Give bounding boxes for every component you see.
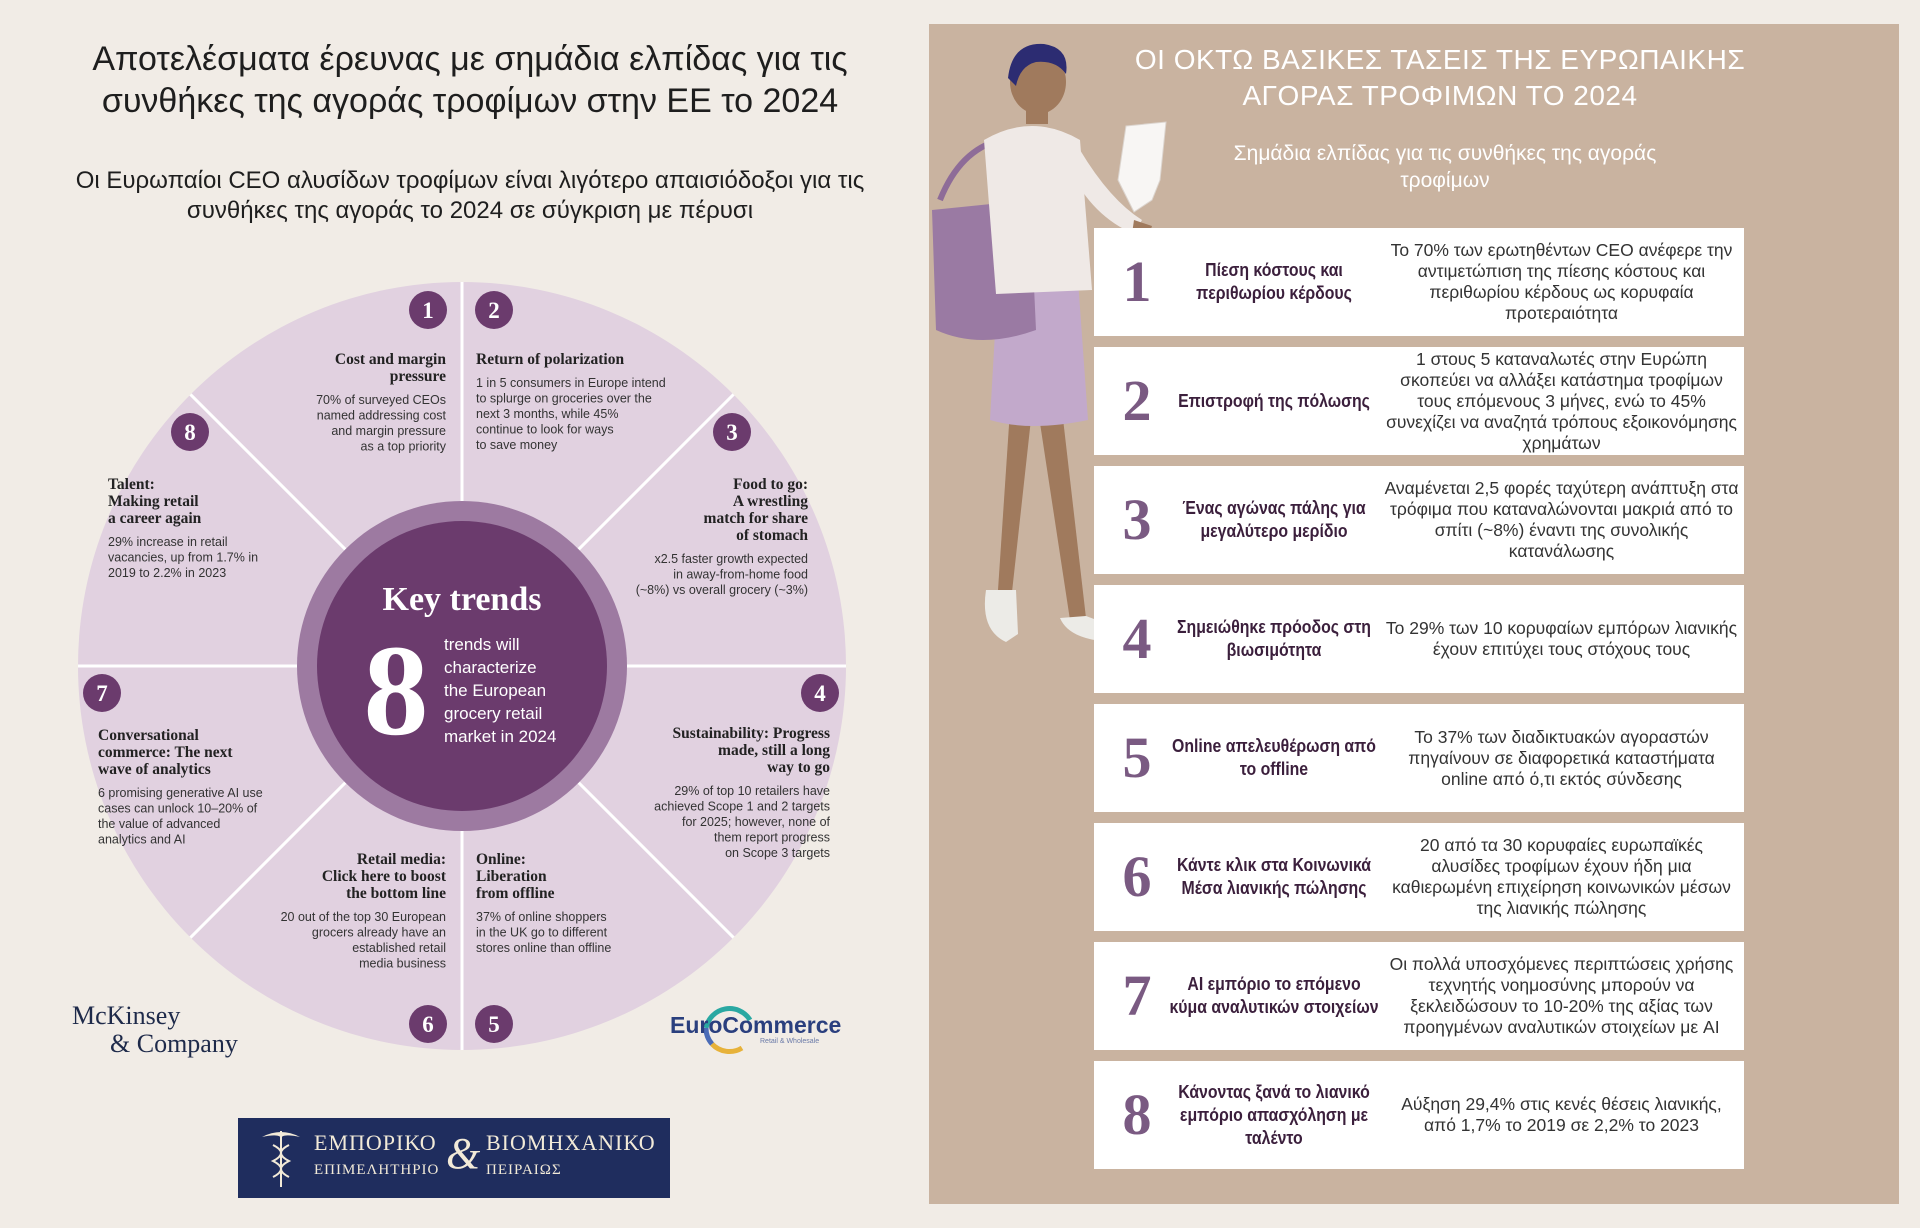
segment-body-line: 1 in 5 consumers in Europe intend: [476, 376, 666, 390]
trend-card-number: 7: [1122, 963, 1152, 1028]
segment-body-line: in the UK go to different: [476, 925, 608, 940]
center-caption-line: characterize: [444, 658, 537, 677]
segment-title-line: of stomach: [736, 527, 808, 544]
chamber-line2-left: ΕΠΙΜΕΛΗΤΗΡΙΟ: [314, 1162, 440, 1178]
trend-card-description: Το 29% των 10 κορυφαίων εμπόρων λιανικής έχουν επιτύχει τους στόχους τους: [1385, 618, 1738, 659]
trend-card-title: Σημειώθηκε πρόοδος στη βιωσιμότητα: [1177, 617, 1371, 660]
segment-body-line: them report progress: [713, 830, 830, 845]
segment-body-line: vacancies, up from 1.7% in: [108, 550, 259, 565]
segment-body-line: next 3 months, while 45%: [476, 407, 619, 421]
trend-card-5: [1094, 704, 1744, 812]
segment-body-line: 29% of top 10 retailers have: [674, 784, 830, 798]
trend-card-description: 20 από τα 30 κορυφαίες ευρωπαϊκές αλυσίδες τροφίμων έχουν ήδη μια καθιερωμένη επιχείρηση κοινωνικών μέσων της λιανικής πώλησης: [1392, 835, 1731, 918]
segment-title-line: wave of analytics: [98, 761, 211, 778]
segment-body-line: 70% of surveyed CEOs: [316, 393, 446, 407]
center-caption-line: trends will: [444, 635, 520, 654]
segment-title-line: Conversational: [98, 727, 199, 744]
eurocommerce-logo: [668, 998, 868, 1058]
trend-card-number: 5: [1122, 725, 1152, 790]
trend-card-title: Επιστροφή της πόλωσης: [1178, 390, 1370, 411]
main-subtitle: Οι Ευρωπαίοι CEO αλυσίδων τροφίμων είναι λιγότερο απαισιόδοξοι για τις συνθήκες της αγοράς το 2024 σε σύγκριση με πέρυσι: [75, 167, 865, 224]
trend-card-6: [1094, 823, 1744, 931]
segment-title-line: way to go: [767, 759, 830, 776]
trend-card-title: Πίεση κόστους και περιθωρίου κέρδους: [1196, 260, 1352, 303]
segment-body-line: in away-from-home food: [673, 567, 808, 582]
segment-body-line: 20 out of the top 30 European: [280, 910, 446, 924]
center-caption-line: the European: [444, 681, 547, 700]
segment-title-line: made, still a long: [718, 742, 830, 759]
trend-card-description: Το 70% των ερωτηθέντων CEO ανέφερε την αντιμετώπιση της πίεσης κόστους και περιθωρίου κέρδους ως κορυφαία προτεραιότητα: [1390, 240, 1733, 323]
trend-card-number: 1: [1122, 249, 1152, 314]
trend-card-title: Online απελευθέρωση από το offline: [1172, 736, 1376, 779]
segment-body-line: as a top priority: [360, 439, 446, 454]
segment-title-line: Retail media:: [356, 851, 446, 868]
mckinsey-line1: McKinsey: [72, 1001, 181, 1030]
segment-title-line: from offline: [476, 885, 555, 902]
trend-card-description: Αναμένεται 2,5 φορές ταχύτερη ανάπτυξη στα τρόφιμα που καταναλώνονται μακριά από το σπίτι (~8%) έναντι της συνολικής κατανάλωσης: [1384, 478, 1739, 561]
segment-body-line: stores online than offline: [476, 941, 612, 955]
eurocommerce-name: EuroCommerce: [670, 1012, 842, 1038]
segment-body-line: to save money: [476, 438, 558, 452]
segment-body-line: media business: [359, 956, 446, 971]
segment-title-line: Click here to boost: [321, 868, 446, 885]
segment-body-line: (~8%) vs overall grocery (~3%): [635, 583, 808, 597]
segment-body-line: achieved Scope 1 and 2 targets: [654, 799, 830, 814]
trend-card-4: [1094, 585, 1744, 693]
trend-card-description: Αύξηση 29,4% στις κενές θέσεις λιανικής, από 1,7% το 2019 σε 2,2% το 2023: [1401, 1094, 1722, 1135]
segment-body-line: the value of advanced: [98, 817, 221, 831]
segment-body-line: 6 promising generative AI use: [98, 786, 263, 800]
trend-card-description: Το 37% των διαδικτυακών αγοραστών πηγαίνουν σε διαφορετικά καταστήματα online από ό,τι εκτός σύνδεσης: [1408, 726, 1715, 789]
eurocommerce-tagline: Retail & Wholesale: [760, 1038, 820, 1045]
segment-title-line: match for share: [703, 510, 808, 527]
chamber-ampersand-icon: &: [446, 1129, 481, 1178]
center-caption-line: market in 2024: [444, 727, 557, 746]
trend-card-title: Ένας αγώνας πάλης για μεγαλύτερο μερίδιο: [1182, 498, 1366, 541]
chamber-logo: [238, 1118, 670, 1198]
segment-number: 2: [488, 298, 500, 323]
trend-card-title: Κάνοντας ξανά το λιανικό εμπόριο απασχόληση με ταλέντο: [1178, 1081, 1370, 1148]
trend-card-title: Κάντε κλικ στα Κοινωνικά Μέσα λιανικής πώλησης: [1176, 855, 1372, 898]
segment-number: 5: [488, 1012, 500, 1037]
mckinsey-line2: & Company: [110, 1029, 238, 1058]
segment-title-line: commerce: The next: [98, 744, 233, 761]
segment-body-line: analytics and AI: [98, 832, 186, 847]
segment-body-line: x2.5 faster growth expected: [654, 552, 808, 566]
segment-body-line: grocers already have an: [311, 925, 446, 940]
trend-card-7: [1094, 942, 1744, 1050]
segment-body-line: on Scope 3 targets: [725, 846, 830, 860]
trend-card-number: 4: [1122, 606, 1152, 671]
trend-card-number: 2: [1122, 368, 1152, 433]
chamber-line2-right: ΠΕΙΡΑΙΩΣ: [486, 1162, 562, 1178]
segment-title-line: the bottom line: [346, 885, 446, 902]
segment-body-line: established retail: [352, 941, 446, 955]
segment-body-line: for 2025; however, none of: [681, 815, 830, 829]
segment-title-line: Sustainability: Progress: [672, 725, 830, 742]
segment-title-line: a career again: [108, 510, 202, 527]
trend-card-1: [1094, 228, 1744, 336]
segment-number: 8: [184, 420, 196, 445]
segment-title-line: pressure: [389, 368, 446, 385]
center-caption-line: grocery retail: [444, 704, 543, 723]
segment-body-line: to splurge on groceries over the: [476, 391, 652, 406]
segment-title-line: Online:: [476, 851, 526, 868]
chamber-line1-right: ΒΙΟΜΗΧΑΝΙΚΟ: [486, 1130, 656, 1155]
segment-title-line: Food to go:: [733, 476, 808, 493]
caduceus-icon: [256, 1125, 306, 1191]
segment-number: 7: [96, 681, 108, 706]
right-subtitle: Σημάδια ελπίδας για τις συνθήκες της αγοράς τροφίμων: [1233, 142, 1657, 192]
segment-body-line: 37% of online shoppers: [476, 910, 607, 924]
segment-body-line: and margin pressure: [331, 424, 446, 438]
center-number: 8: [363, 619, 429, 763]
segment-body-line: named addressing cost: [316, 408, 446, 423]
trend-card-2: [1094, 347, 1744, 455]
right-title: ΟΙ ΟΚΤΩ ΒΑΣΙΚΕΣ ΤΑΣΕΙΣ ΤΗΣ ΕΥΡΩΠΑΙΚΗΣ ΑΓΟΡΑΣ ΤΡΟΦΙΜΩΝ ΤΟ 2024: [1134, 44, 1746, 111]
trend-card-3: [1094, 466, 1744, 574]
segment-title-line: Liberation: [476, 868, 547, 885]
segment-title-line: Cost and margin: [334, 351, 446, 368]
segment-body-line: cases can unlock 10–20% of: [98, 801, 258, 816]
chamber-line1-left: ΕΜΠΟΡΙΚΟ: [314, 1130, 437, 1155]
trend-card-number: 3: [1122, 487, 1152, 552]
trend-card-title: AI εμπόριο το επόμενο κύμα αναλυτικών στοιχείων: [1169, 974, 1379, 1017]
segment-title-line: Return of polarization: [476, 351, 625, 368]
trend-card-number: 6: [1122, 844, 1152, 909]
center-title: Key trends: [382, 581, 542, 618]
mckinsey-logo: [72, 1002, 238, 1058]
segment-number: 4: [814, 681, 826, 706]
segment-number: 1: [422, 298, 434, 323]
main-title: Αποτελέσματα έρευνας με σημάδια ελπίδας για τις συνθήκες της αγοράς τροφίμων στην ΕΕ το 2024: [92, 40, 848, 120]
trend-card-number: 8: [1122, 1082, 1152, 1147]
segment-body-line: 2019 to 2.2% in 2023: [108, 566, 227, 580]
segment-number: 6: [422, 1012, 434, 1037]
segment-body-line: continue to look for ways: [476, 422, 614, 437]
trend-card-description: Οι πολλά υποσχόμενες περιπτώσεις χρήσης τεχνητής νοημοσύνης μπορούν να ξεκλειδώσουν το 10-20% της αξίας των προηγμένων αναλυτικών στοιχείων με AI: [1389, 954, 1734, 1037]
segment-body-line: 29% increase in retail: [108, 535, 228, 549]
segment-title-line: Talent:: [108, 476, 155, 493]
trend-card-description: 1 στους 5 καταναλωτές στην Ευρώπη σκοπεύει να αλλάξει κατάστημα τροφίμων τους επόμενους 3 μήνες, ενώ το 45% συνεχίζει να αναζητά τρόπους εξοικονόμησης χρημάτων: [1386, 348, 1737, 453]
trend-card-8: [1094, 1061, 1744, 1169]
segment-title-line: A wrestling: [732, 493, 808, 510]
segment-title-line: Making retail: [108, 493, 199, 510]
segment-number: 3: [726, 420, 738, 445]
